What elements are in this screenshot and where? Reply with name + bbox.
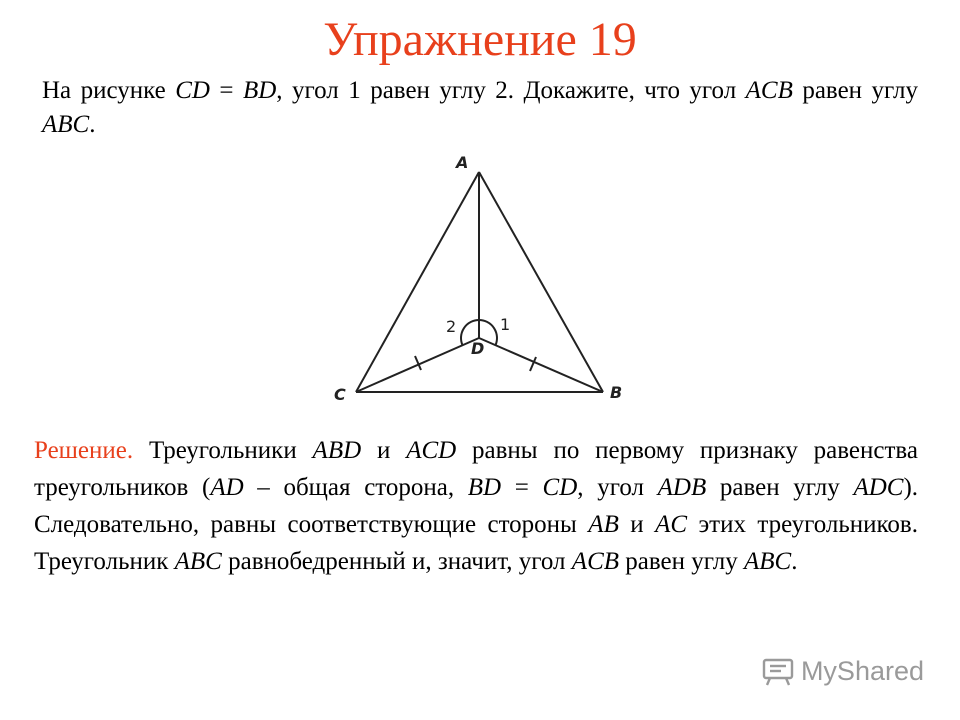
triangle-diagram bbox=[320, 148, 640, 410]
segment-cd: CD bbox=[542, 474, 578, 501]
segment-cd: CD bbox=[175, 77, 210, 104]
solution-text-part: Треугольники bbox=[133, 437, 313, 464]
solution-text-part: , угол bbox=[577, 474, 658, 501]
problem-statement bbox=[42, 74, 918, 142]
angle-acb: ACB bbox=[745, 77, 793, 104]
logo-text: MyShared bbox=[800, 656, 924, 686]
angle-adc: ADC bbox=[853, 474, 904, 501]
vertex-label-b: B bbox=[610, 383, 623, 402]
segment-bd: BD bbox=[467, 474, 502, 501]
triangle-abd: ABD bbox=[312, 437, 362, 464]
myshared-logo[interactable] bbox=[761, 656, 924, 687]
problem-text: На рисунке bbox=[42, 77, 176, 104]
solution-text-part: равнобедренный и, значит, угол bbox=[221, 548, 572, 575]
segment-ac: AC bbox=[655, 511, 688, 538]
tick-mark-db bbox=[530, 357, 536, 371]
solution-text bbox=[34, 432, 918, 580]
vertex-label-d: D bbox=[471, 339, 485, 358]
segment-ab: AB bbox=[588, 511, 619, 538]
solution-text-part: и bbox=[618, 511, 656, 538]
segment-ad: AD bbox=[210, 474, 244, 501]
side-ab bbox=[479, 172, 603, 392]
problem-text: = bbox=[209, 77, 243, 104]
solution-text-part: равны по первому признаку равенства треугольников ( bbox=[34, 437, 918, 501]
side-ac bbox=[356, 172, 479, 392]
segment-dc bbox=[356, 338, 479, 392]
angle-adb: ADB bbox=[657, 474, 707, 501]
solution-text-part: . bbox=[791, 548, 798, 575]
triangle-acd: ACD bbox=[406, 437, 457, 464]
solution-text-part: равен углу bbox=[706, 474, 854, 501]
solution-heading: Решение. bbox=[34, 437, 134, 464]
problem-text: , угол 1 равен углу 2. Докажите, что угол bbox=[276, 77, 746, 104]
page-title: Упражнение 19 bbox=[323, 13, 637, 66]
vertex-label-a: A bbox=[456, 153, 469, 172]
segment-db bbox=[479, 338, 603, 392]
angle-abc: ABC bbox=[743, 548, 792, 575]
angle-acb: ACB bbox=[571, 548, 620, 575]
solution-text-part: и bbox=[361, 437, 407, 464]
solution-text-part: этих треугольников. Треугольник bbox=[34, 511, 918, 575]
problem-text: равен углу bbox=[792, 77, 918, 104]
angle-label-1: 1 bbox=[500, 315, 511, 334]
solution-text-part: равен углу bbox=[619, 548, 744, 575]
triangle-abc: ABC bbox=[174, 548, 222, 575]
solution-text-part: = bbox=[501, 474, 543, 501]
segment-bd: BD bbox=[242, 77, 277, 104]
solution-text-part: – общая сторона, bbox=[243, 474, 468, 501]
vertex-label-c: C bbox=[334, 385, 346, 404]
solution-text-part: ). Следовательно, равны соответствующие стороны bbox=[34, 474, 919, 538]
angle-abc: ABC bbox=[42, 111, 90, 138]
presentation-board-icon bbox=[761, 657, 795, 687]
angle-label-2: 2 bbox=[446, 317, 457, 336]
problem-text: . bbox=[89, 111, 96, 138]
